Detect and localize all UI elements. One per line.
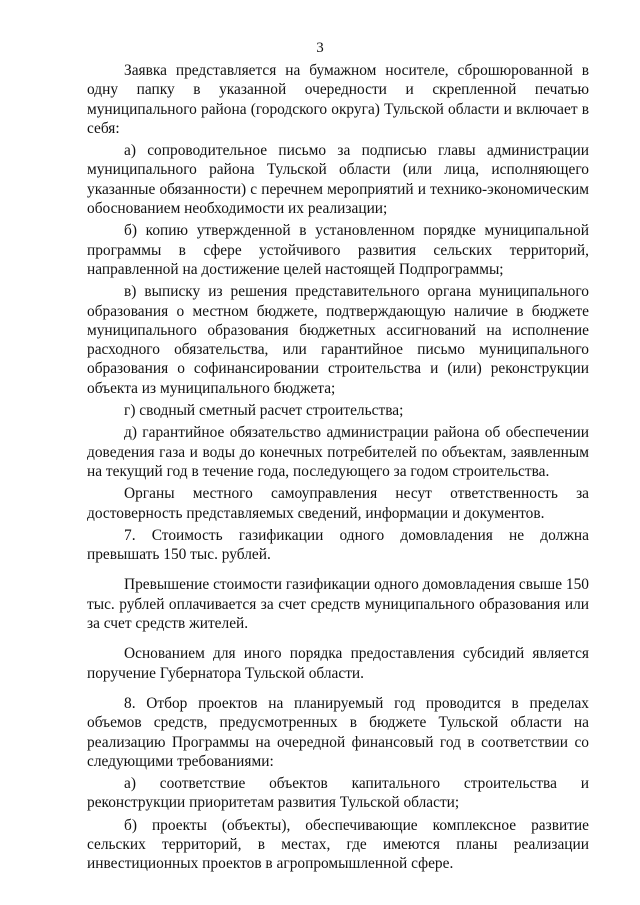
- paragraph-item-a-cover-letter: а) сопроводительное письмо за подписью главы администрации муниципального района Тульской области (или лица, исполняющего указанные обязанности) с перечнем мероприятий и технико-экономическим обоснованием необходимости их реализации;: [87, 142, 589, 218]
- paragraph-7-cost-limit: 7. Стоимость газификации одного домовладения не должна превышать 150 тыс. рублей.: [87, 526, 589, 564]
- paragraph-8-project-selection: 8. Отбор проектов на планируемый год проводится в пределах объемов средств, предусмотренных в бюджете Тульской области на реализацию Программы на очередной финансовый год в соответствии со следующими требованиями:: [87, 694, 589, 770]
- paragraph-application-intro: Заявка представляется на бумажном носителе, сброшюрованной в одну папку в указанной очередности и скрепленной печатью муниципального района (городского округа) Тульской области и включает в себя:: [87, 62, 589, 137]
- paragraph-cost-excess: Превышение стоимости газификации одного домовладения свыше 150 тыс. рублей оплачивается за счет средств муниципального образования или за счет средств жителей.: [87, 576, 589, 633]
- page-number: 3: [316, 40, 324, 56]
- paragraph-item-d-guarantee: д) гарантийное обязательство администрации района об обеспечении доведения газа и воды до конечных потребителей по объектам, заявленным на текущий год в течение года, последующего за годом строительства.: [87, 424, 589, 480]
- document-body: [87, 61, 589, 877]
- paragraph-requirement-a: а) соответствие объектов капитального строительства и реконструкции приоритетам развития Тульской области;: [87, 775, 589, 812]
- paragraph-item-v-budget-extract: в) выписку из решения представительного органа муниципального образования о местном бюджете, подтверждающую наличие в бюджете муниципального образования бюджетных ассигнований на исполнение расходного обязательства, или гарантийное письмо муниципального образования о софинансировании строительства и (или) реконструкции объекта из муниципального бюджета;: [87, 283, 589, 397]
- paragraph-responsibility: Органы местного самоуправления несут ответственность за достоверность представляемых сведений, информации и документов.: [87, 485, 589, 522]
- paragraph-governor-order: Основанием для иного порядка предоставления субсидий является поручение Губернатора Тульской области.: [87, 645, 589, 682]
- paragraph-item-b-program-copy: б) копию утвержденной в установленном порядке муниципальной программы в сфере устойчивого развития сельских территорий, направленной на достижение целей настоящей Подпрограммы;: [87, 222, 589, 278]
- paragraph-item-g-estimate: г) сводный сметный расчет строительства;: [124, 402, 404, 420]
- paragraph-requirement-b: б) проекты (объекты), обеспечивающие комплексное развитие сельских территорий, в местах, где имеются планы реализации инвестиционных проектов в агропромышленной сфере.: [87, 816, 589, 873]
